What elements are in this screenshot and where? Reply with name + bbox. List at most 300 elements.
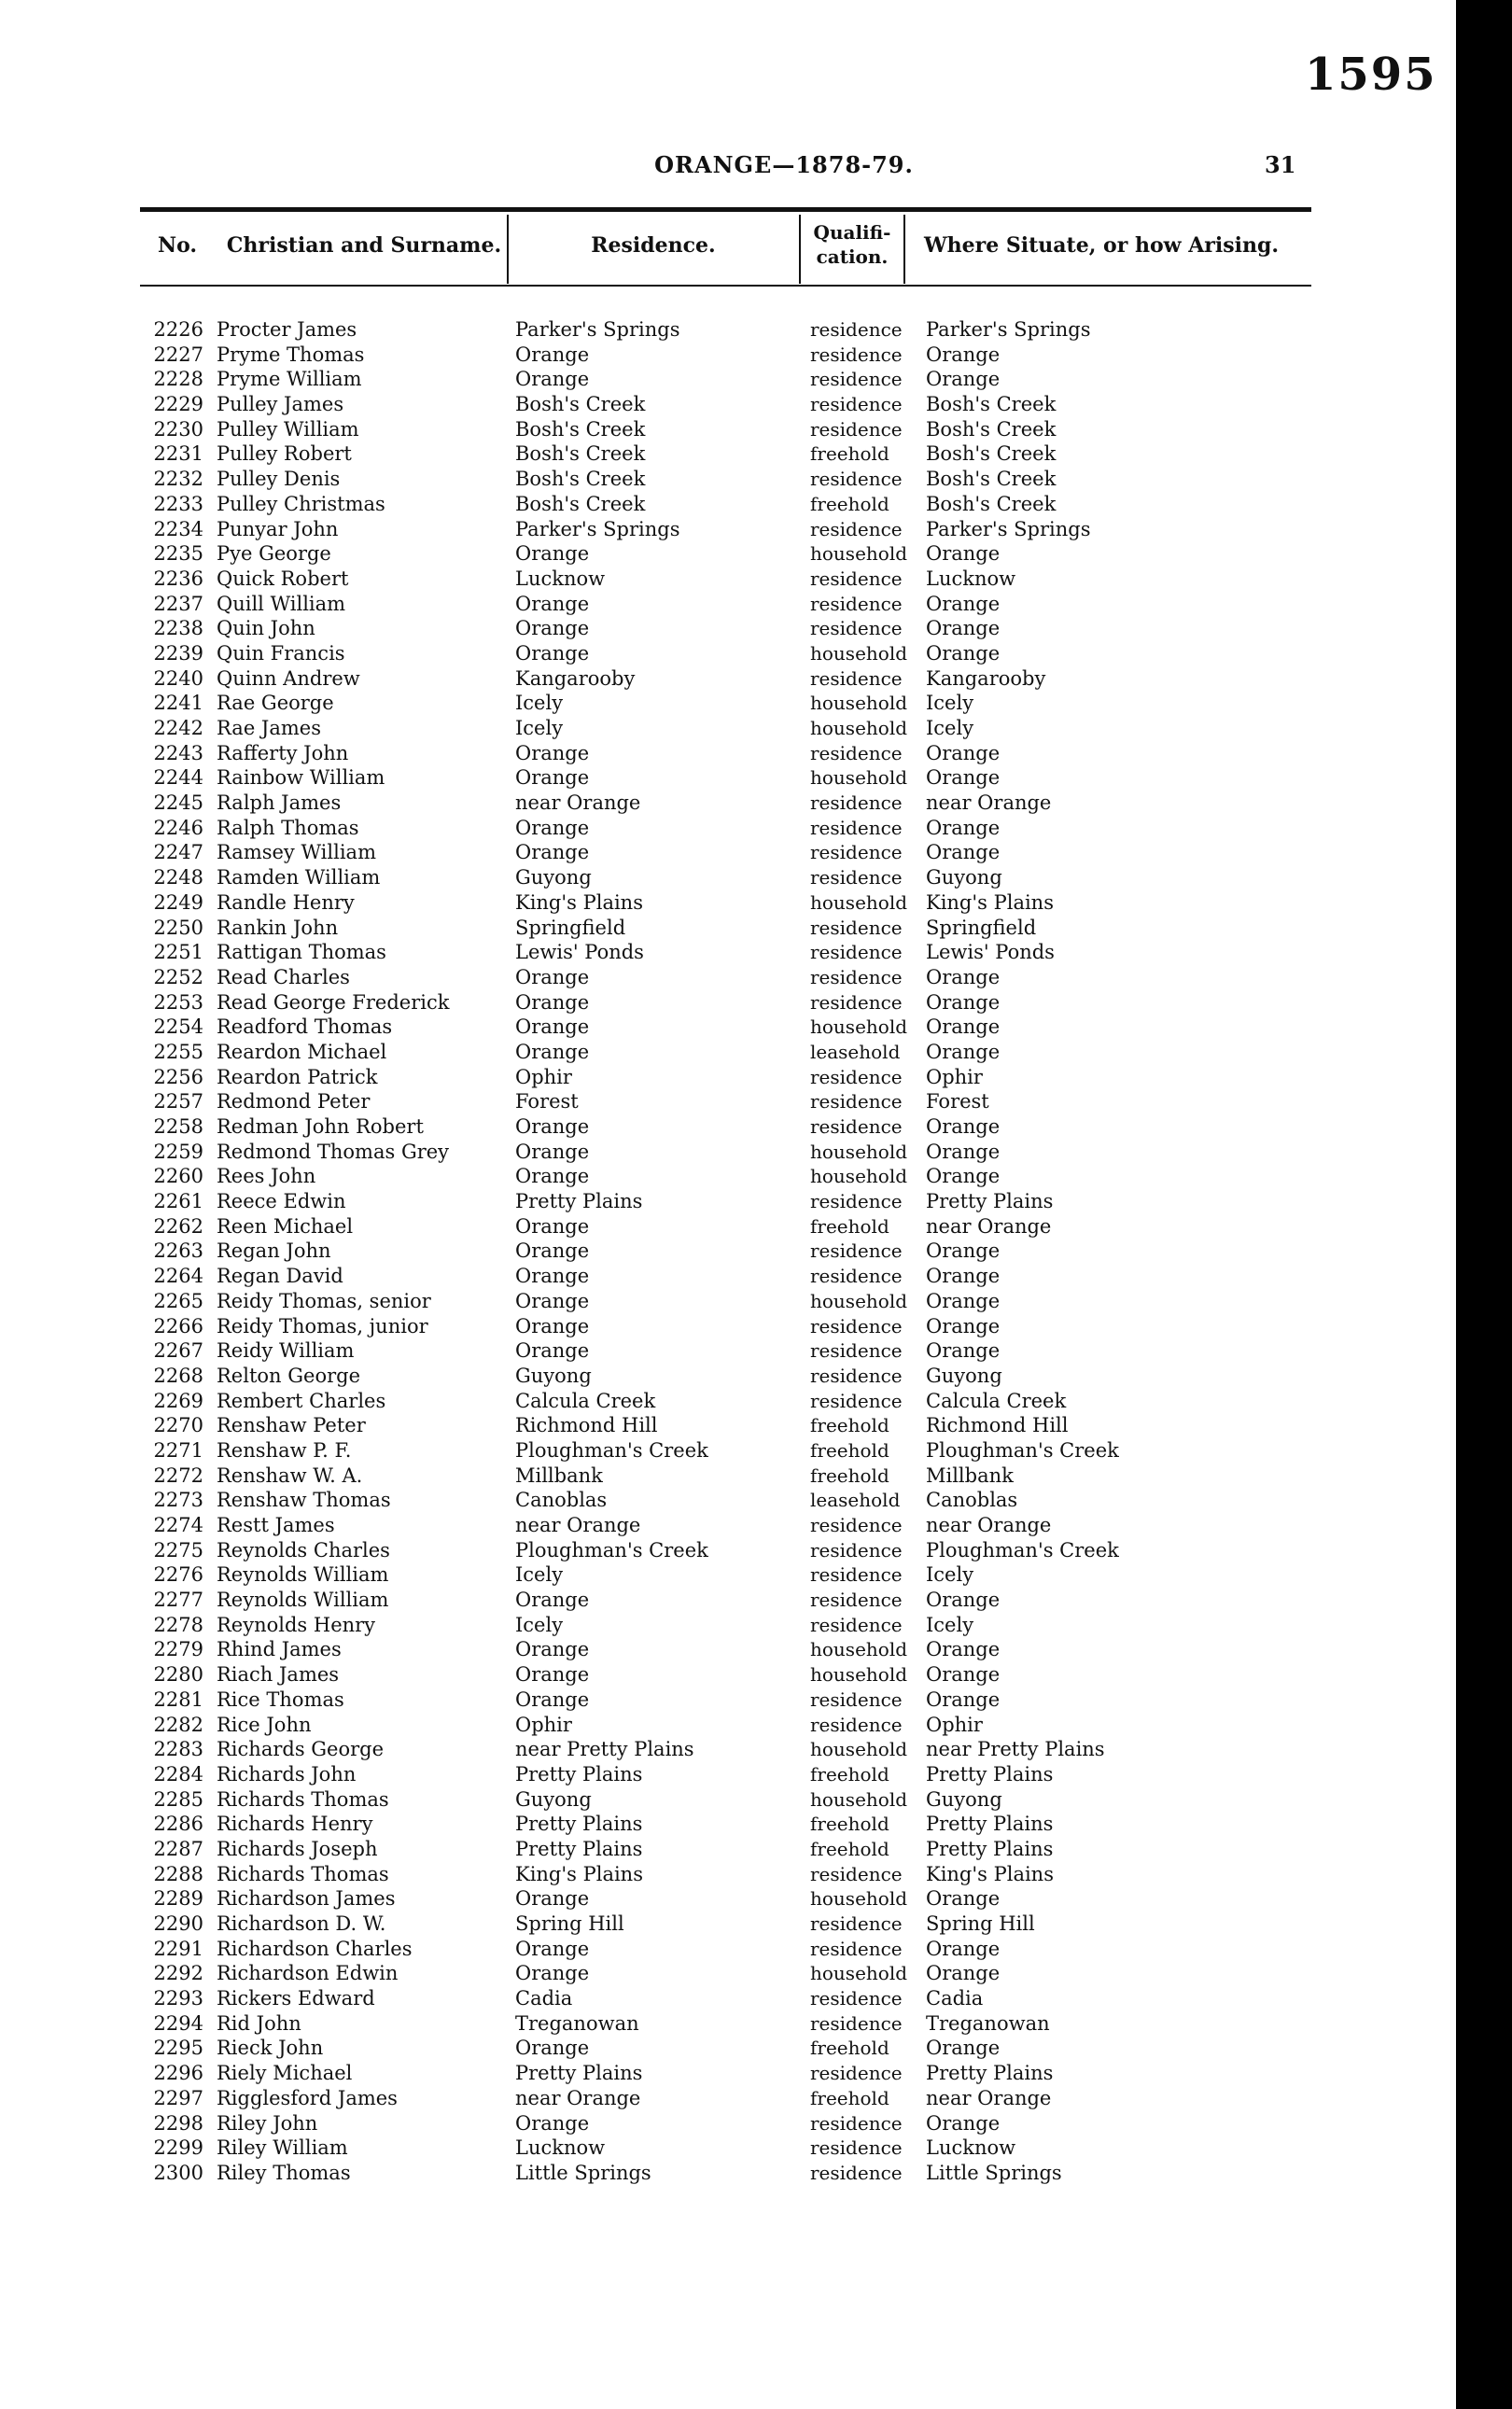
table-row: [0, 1140, 1456, 1165]
entry-where-situate: near Orange: [926, 1214, 1052, 1238]
entry-where-situate: Bosh's Creek: [926, 393, 1057, 416]
entry-residence: Springfield: [515, 916, 626, 939]
entry-name: Richards Henry: [217, 1813, 373, 1836]
table-row: [0, 1737, 1456, 1762]
entry-residence: Orange: [515, 1015, 590, 1039]
entry-qualification: household: [810, 1289, 908, 1312]
entry-where-situate: Guyong: [926, 866, 1002, 889]
table-row: [0, 1787, 1456, 1813]
table-row: [0, 343, 1456, 368]
entry-qualification: residence: [810, 816, 903, 839]
entry-number: 2257: [153, 1090, 203, 1113]
entry-name: Rieck John: [217, 2037, 324, 2060]
entry-where-situate: Orange: [926, 1962, 1001, 1985]
table-row: [0, 2086, 1456, 2111]
entry-qualification: household: [810, 542, 908, 566]
entry-where-situate: Orange: [926, 1265, 1001, 1288]
entry-name: Reidy Thomas, senior: [217, 1289, 431, 1312]
entry-residence: Orange: [515, 1140, 590, 1163]
entry-qualification: residence: [810, 1937, 903, 1960]
entry-where-situate: Bosh's Creek: [926, 442, 1057, 466]
entry-number: 2238: [153, 617, 203, 640]
entry-qualification: residence: [810, 1090, 903, 1113]
entry-qualification: residence: [810, 1389, 903, 1412]
table-top-rule: [140, 207, 1311, 212]
entry-name: Pye George: [217, 542, 331, 566]
entry-number: 2230: [153, 417, 203, 441]
entry-number: 2300: [153, 2161, 203, 2184]
entry-where-situate: Orange: [926, 2111, 1001, 2135]
entry-residence: Pretty Plains: [515, 1813, 643, 1836]
entry-name: Richardson Charles: [217, 1937, 413, 1960]
entry-residence: near Pretty Plains: [515, 1738, 694, 1761]
table-row: [0, 1015, 1456, 1040]
table-row: [0, 1562, 1456, 1588]
entry-qualification: residence: [810, 517, 903, 540]
entry-residence: Icely: [515, 717, 564, 739]
entry-number: 2233: [153, 492, 203, 515]
entry-qualification: residence: [810, 791, 903, 815]
entry-number: 2282: [153, 1713, 203, 1736]
header-qualification: Qualifi- cation.: [813, 221, 891, 268]
entry-where-situate: Pretty Plains: [926, 1190, 1054, 1213]
entry-name: Pulley William: [217, 417, 359, 441]
entry-where-situate: near Orange: [926, 1514, 1052, 1536]
entry-qualification: residence: [810, 1912, 903, 1935]
entry-residence: near Orange: [515, 2086, 641, 2109]
entry-number: 2229: [153, 393, 203, 416]
entry-qualification: freehold: [810, 1414, 889, 1437]
entry-where-situate: Little Springs: [926, 2161, 1062, 2184]
entry-number: 2277: [153, 1589, 203, 1612]
entry-name: Reynolds Henry: [217, 1613, 376, 1636]
entry-qualification: freehold: [810, 1837, 889, 1860]
entry-where-situate: Orange: [926, 741, 1001, 764]
entry-where-situate: Orange: [926, 1887, 1001, 1911]
entry-residence: Spring Hill: [515, 1912, 624, 1935]
entry-residence: Orange: [515, 1589, 590, 1612]
table-row: [0, 1189, 1456, 1214]
entry-number: 2268: [153, 1364, 203, 1387]
entry-residence: Orange: [515, 1688, 590, 1711]
table-row: [0, 317, 1456, 343]
entry-where-situate: Canoblas: [926, 1489, 1018, 1512]
entry-residence: Orange: [515, 965, 590, 988]
entry-qualification: household: [810, 1165, 908, 1188]
entry-qualification: household: [810, 1962, 908, 1985]
entry-where-situate: Orange: [926, 1140, 1001, 1163]
table-row: [0, 1239, 1456, 1264]
table-row: [0, 392, 1456, 417]
entry-where-situate: Orange: [926, 1663, 1001, 1687]
entry-residence: Kangarooby: [515, 666, 636, 690]
scan-black-edge: [1456, 0, 1512, 2409]
entry-residence: Bosh's Creek: [515, 492, 646, 515]
table-row: [0, 592, 1456, 617]
entry-name: Reardon Michael: [217, 1040, 387, 1063]
entry-name: Richards John: [217, 1762, 357, 1786]
entry-residence: Forest: [515, 1090, 579, 1113]
table-row: [0, 1886, 1456, 1912]
entry-where-situate: King's Plains: [926, 1862, 1054, 1885]
table-row: [0, 716, 1456, 741]
entry-name: Pulley Robert: [217, 442, 352, 466]
table-row: [0, 1114, 1456, 1140]
entry-where-situate: Ophir: [926, 1713, 983, 1736]
entry-number: 2259: [153, 1140, 203, 1163]
entry-name: Richards Joseph: [217, 1837, 378, 1860]
entry-name: Reynolds William: [217, 1563, 389, 1587]
entry-residence: Pretty Plains: [515, 1837, 643, 1860]
entry-qualification: freehold: [810, 2086, 889, 2109]
entry-number: 2255: [153, 1040, 203, 1063]
entry-name: Pulley Denis: [217, 468, 341, 491]
entry-residence: Orange: [515, 368, 590, 391]
entry-where-situate: Guyong: [926, 1787, 1002, 1811]
entry-name: Rickers Edward: [217, 1987, 375, 2010]
entry-number: 2262: [153, 1214, 203, 1238]
entry-where-situate: Orange: [926, 1314, 1001, 1338]
entry-number: 2271: [153, 1438, 203, 1462]
entry-qualification: residence: [810, 1314, 903, 1338]
entry-where-situate: near Orange: [926, 791, 1052, 815]
entry-where-situate: Orange: [926, 617, 1001, 640]
entry-where-situate: Lewis' Ponds: [926, 941, 1055, 964]
entry-where-situate: Springfield: [926, 916, 1037, 939]
entry-name: Redman John Robert: [217, 1115, 424, 1138]
entry-name: Renshaw Thomas: [217, 1489, 391, 1512]
entry-residence: Orange: [515, 1663, 590, 1687]
entry-qualification: residence: [810, 1563, 903, 1587]
entry-residence: Pretty Plains: [515, 1762, 643, 1786]
entry-residence: Orange: [515, 1265, 590, 1288]
entry-qualification: household: [810, 1738, 908, 1761]
table-row: [0, 1837, 1456, 1862]
entry-residence: King's Plains: [515, 890, 643, 914]
entry-qualification: residence: [810, 617, 903, 640]
entry-where-situate: Orange: [926, 841, 1001, 864]
entry-where-situate: Orange: [926, 965, 1001, 988]
entry-number: 2291: [153, 1937, 203, 1960]
entry-number: 2241: [153, 692, 203, 715]
table-row: [0, 1538, 1456, 1563]
entry-qualification: residence: [810, 1688, 903, 1711]
entry-residence: Bosh's Creek: [515, 442, 646, 466]
entry-where-situate: Orange: [926, 816, 1001, 839]
table-row: [0, 1488, 1456, 1513]
entry-where-situate: Bosh's Creek: [926, 492, 1057, 515]
folio-number: 31: [1265, 151, 1296, 178]
entry-where-situate: Orange: [926, 1688, 1001, 1711]
entry-residence: Orange: [515, 1040, 590, 1063]
table-row: [0, 1688, 1456, 1713]
entry-number: 2293: [153, 1987, 203, 2010]
entry-where-situate: Orange: [926, 368, 1001, 391]
table-row: [0, 1588, 1456, 1613]
entry-qualification: residence: [810, 916, 903, 939]
entry-name: Ramden William: [217, 866, 381, 889]
entry-residence: King's Plains: [515, 1862, 643, 1885]
table-row: [0, 990, 1456, 1015]
table-row: [0, 2061, 1456, 2086]
entry-number: 2273: [153, 1489, 203, 1512]
entry-residence: Orange: [515, 1165, 590, 1188]
entry-name: Rhind James: [217, 1638, 342, 1661]
entry-qualification: freehold: [810, 1214, 889, 1238]
entry-qualification: residence: [810, 741, 903, 764]
entry-where-situate: Ophir: [926, 1065, 983, 1088]
entry-residence: Icely: [515, 1563, 564, 1587]
entry-number: 2270: [153, 1414, 203, 1437]
table-row: [0, 1314, 1456, 1339]
entry-residence: Orange: [515, 1314, 590, 1338]
entry-residence: Orange: [515, 592, 590, 615]
entry-number: 2236: [153, 567, 203, 590]
entry-where-situate: Kangarooby: [926, 666, 1046, 690]
entry-number: 2253: [153, 990, 203, 1014]
entry-where-situate: Parker's Springs: [926, 318, 1091, 341]
table-row: [0, 1637, 1456, 1662]
entry-qualification: residence: [810, 318, 903, 341]
entry-residence: Orange: [515, 2111, 590, 2135]
entry-residence: Treganowan: [515, 2011, 639, 2035]
entry-number: 2297: [153, 2086, 203, 2109]
entry-residence: Bosh's Creek: [515, 393, 646, 416]
table-row: [0, 1464, 1456, 1489]
table-row: [0, 517, 1456, 542]
entry-name: Quin John: [217, 617, 315, 640]
entry-where-situate: Orange: [926, 1339, 1001, 1363]
entry-qualification: freehold: [810, 442, 889, 466]
entry-name: Riley John: [217, 2111, 318, 2135]
entry-qualification: freehold: [810, 492, 889, 515]
entry-name: Reece Edwin: [217, 1190, 346, 1213]
entry-residence: Ophir: [515, 1713, 572, 1736]
entry-qualification: freehold: [810, 1464, 889, 1487]
entry-qualification: residence: [810, 1190, 903, 1213]
entry-where-situate: Orange: [926, 1115, 1001, 1138]
entry-number: 2272: [153, 1464, 203, 1487]
entry-residence: Orange: [515, 2037, 590, 2060]
entry-number: 2284: [153, 1762, 203, 1786]
table-row: [0, 940, 1456, 965]
page-number: 1595: [1305, 49, 1437, 101]
entry-qualification: household: [810, 1787, 908, 1811]
entry-qualification: residence: [810, 1713, 903, 1736]
entry-name: Restt James: [217, 1514, 335, 1536]
table-row: [0, 1662, 1456, 1688]
header-where-situate: Where Situate, or how Arising.: [923, 233, 1280, 258]
entry-name: Renshaw P. F.: [217, 1438, 352, 1462]
entry-where-situate: Parker's Springs: [926, 517, 1091, 540]
table-row: [0, 1389, 1456, 1414]
entry-residence: Orange: [515, 1638, 590, 1661]
entry-number: 2248: [153, 866, 203, 889]
entry-residence: Orange: [515, 343, 590, 366]
entry-number: 2290: [153, 1912, 203, 1935]
table-row: [0, 916, 1456, 941]
entry-residence: Orange: [515, 816, 590, 839]
entry-name: Rae George: [217, 692, 334, 715]
table-row: [0, 417, 1456, 442]
table-row: [0, 1513, 1456, 1538]
entry-where-situate: near Pretty Plains: [926, 1738, 1105, 1761]
entry-name: Quick Robert: [217, 567, 349, 590]
entry-qualification: residence: [810, 343, 903, 366]
table-row: [0, 791, 1456, 816]
entry-where-situate: Orange: [926, 1289, 1001, 1312]
entry-residence: Guyong: [515, 1364, 592, 1387]
entry-residence: Pretty Plains: [515, 1190, 643, 1213]
entry-number: 2294: [153, 2011, 203, 2035]
entry-where-situate: Orange: [926, 592, 1001, 615]
entry-number: 2247: [153, 841, 203, 864]
entry-name: Rankin John: [217, 916, 339, 939]
entry-number: 2298: [153, 2111, 203, 2135]
header-residence: Residence.: [591, 233, 716, 258]
entry-where-situate: Orange: [926, 343, 1001, 366]
entry-name: Quinn Andrew: [217, 666, 360, 690]
entry-residence: near Orange: [515, 791, 641, 815]
entry-where-situate: Calcula Creek: [926, 1389, 1067, 1412]
entry-where-situate: Orange: [926, 1937, 1001, 1960]
entry-name: Rembert Charles: [217, 1389, 386, 1412]
entry-qualification: household: [810, 1887, 908, 1911]
entry-where-situate: Icely: [926, 692, 974, 715]
entry-residence: Ophir: [515, 1065, 572, 1088]
table-row: [0, 1937, 1456, 1962]
entry-number: 2234: [153, 517, 203, 540]
table-row: [0, 1089, 1456, 1114]
entry-residence: Orange: [515, 1962, 590, 1985]
entry-qualification: freehold: [810, 2037, 889, 2060]
entry-number: 2261: [153, 1190, 203, 1213]
entry-qualification: residence: [810, 368, 903, 391]
entry-qualification: residence: [810, 1265, 903, 1288]
entry-name: Pryme Thomas: [217, 343, 365, 366]
entry-residence: Parker's Springs: [515, 517, 680, 540]
entry-qualification: residence: [810, 2161, 903, 2184]
entry-number: 2287: [153, 1837, 203, 1860]
entry-where-situate: Pretty Plains: [926, 1837, 1054, 1860]
entry-where-situate: Orange: [926, 1589, 1001, 1612]
entry-residence: Richmond Hill: [515, 1414, 658, 1437]
entry-qualification: residence: [810, 1613, 903, 1636]
entry-name: Readford Thomas: [217, 1015, 393, 1039]
entry-where-situate: Orange: [926, 1165, 1001, 1188]
entry-number: 2252: [153, 965, 203, 988]
table-row: [0, 1762, 1456, 1787]
entry-where-situate: Millbank: [926, 1464, 1014, 1487]
entry-number: 2275: [153, 1538, 203, 1562]
entry-number: 2263: [153, 1240, 203, 1263]
entry-name: Rainbow William: [217, 766, 385, 790]
table-row: [0, 2161, 1456, 2186]
entry-number: 2281: [153, 1688, 203, 1711]
entry-qualification: residence: [810, 468, 903, 491]
entry-residence: Icely: [515, 1613, 564, 1636]
entry-where-situate: Lucknow: [926, 567, 1016, 590]
entry-residence: Bosh's Creek: [515, 468, 646, 491]
entry-number: 2265: [153, 1289, 203, 1312]
entry-qualification: residence: [810, 2136, 903, 2160]
entry-qualification: freehold: [810, 1762, 889, 1786]
entry-name: Renshaw Peter: [217, 1414, 366, 1437]
entry-name: Relton George: [217, 1364, 360, 1387]
entry-residence: Guyong: [515, 866, 592, 889]
entry-name: Pulley James: [217, 393, 344, 416]
entry-number: 2251: [153, 941, 203, 964]
entry-where-situate: Orange: [926, 766, 1001, 790]
entry-qualification: residence: [810, 866, 903, 889]
entry-qualification: freehold: [810, 1813, 889, 1836]
table-row: [0, 1961, 1456, 1986]
entry-qualification: residence: [810, 941, 903, 964]
header-name: Christian and Surname.: [226, 233, 502, 258]
table-row: [0, 541, 1456, 567]
entry-number: 2256: [153, 1065, 203, 1088]
entry-qualification: residence: [810, 417, 903, 441]
entry-name: Randle Henry: [217, 890, 355, 914]
entry-qualification: residence: [810, 1589, 903, 1612]
entry-where-situate: Ploughman's Creek: [926, 1438, 1119, 1462]
entry-residence: Orange: [515, 841, 590, 864]
entry-qualification: residence: [810, 393, 903, 416]
entry-where-situate: Spring Hill: [926, 1912, 1035, 1935]
entry-number: 2232: [153, 468, 203, 491]
entry-name: Quin Francis: [217, 641, 345, 665]
entry-number: 2226: [153, 318, 203, 341]
table-row: [0, 1164, 1456, 1189]
entry-name: Rees John: [217, 1165, 316, 1188]
entry-qualification: leasehold: [810, 1040, 901, 1063]
entry-name: Regan David: [217, 1265, 343, 1288]
table-row: [0, 816, 1456, 841]
table-row: [0, 1986, 1456, 2011]
entry-name: Read George Frederick: [217, 990, 450, 1014]
entry-name: Reidy Thomas, junior: [217, 1314, 428, 1338]
entry-residence: Ploughman's Creek: [515, 1538, 708, 1562]
entry-qualification: residence: [810, 1240, 903, 1263]
entry-name: Riley William: [217, 2136, 348, 2160]
entry-where-situate: Orange: [926, 1240, 1001, 1263]
entry-qualification: residence: [810, 666, 903, 690]
table-row: [0, 1040, 1456, 1065]
entry-number: 2239: [153, 641, 203, 665]
entry-name: Rid John: [217, 2011, 301, 2035]
entry-name: Rigglesford James: [217, 2086, 398, 2109]
table-row: [0, 1065, 1456, 1090]
entry-where-situate: Orange: [926, 2037, 1001, 2060]
table-row: [0, 492, 1456, 517]
entry-residence: Orange: [515, 641, 590, 665]
entry-qualification: household: [810, 1140, 908, 1163]
entry-qualification: residence: [810, 965, 903, 988]
entry-name: Richardson D. W.: [217, 1912, 386, 1935]
table-row: [0, 1713, 1456, 1738]
entry-residence: Bosh's Creek: [515, 417, 646, 441]
entry-name: Reynolds Charles: [217, 1538, 390, 1562]
table-row: [0, 467, 1456, 492]
entry-residence: Ploughman's Creek: [515, 1438, 708, 1462]
table-row: [0, 840, 1456, 865]
entry-qualification: household: [810, 692, 908, 715]
entry-number: 2280: [153, 1663, 203, 1687]
entry-where-situate: Ploughman's Creek: [926, 1538, 1119, 1562]
entry-number: 2278: [153, 1613, 203, 1636]
table-header-rule: [140, 285, 1311, 287]
table-row: [0, 2136, 1456, 2161]
